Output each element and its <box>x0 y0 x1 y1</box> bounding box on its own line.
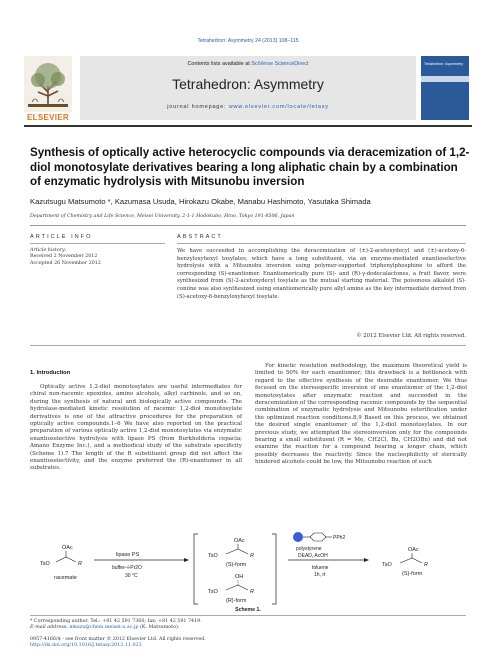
article-title: Synthesis of optically active heterocyclic compounds via deracemization of 1,2-diol monotosylate derivatives bearing a long aliphatic chain by a combination of enzymatic hydrolysis with Mitsunobu inversion <box>30 146 470 188</box>
email-label: E-mail address: <box>30 625 70 631</box>
contents-prefix: Contents lists available at <box>187 61 252 67</box>
received-date: Received 2 November 2012 <box>30 254 98 260</box>
accepted-date: Accepted 26 November 2012 <box>30 260 101 266</box>
final-r: R <box>424 562 428 568</box>
r-product-tso: TsO <box>208 589 218 595</box>
racemate-structure <box>40 545 82 581</box>
email-suffix: (K. Matsumoto). <box>138 625 180 631</box>
corresponding-author-note <box>30 619 460 631</box>
corresponding-author: * Corresponding author. Tel.: +81 42 591 7360; fax: +81 42 591 7419. <box>30 619 202 624</box>
time-label: 1h, rt <box>314 572 326 578</box>
article-info-heading: ARTICLE INFO <box>30 234 93 240</box>
temp-label: 30 °C <box>125 573 138 579</box>
issn-line: 0957-4166/$ - see front matter © 2012 Elsevier Ltd. All rights reserved. <box>30 637 206 642</box>
lipase-label: lipase PS <box>116 552 140 558</box>
racemate-r: R <box>78 561 82 567</box>
journal-citation[interactable]: Tetrahedron: Asymmetry 24 (2013) 108–115 <box>197 38 299 44</box>
abstract-heading: ABSTRACT <box>177 234 223 240</box>
email-link[interactable]: mkazu@chem.meisei-u.ac.jp <box>69 625 139 631</box>
scheme-caption: Scheme 1. <box>235 607 261 613</box>
elsevier-tree-logo <box>24 56 72 112</box>
pph2-label: PPh2 <box>333 535 346 541</box>
article-info-rule <box>30 243 165 244</box>
s-form-label: (S)-form <box>226 562 247 568</box>
final-tso: TsO <box>382 562 392 568</box>
issn-doi-note <box>30 637 460 649</box>
journal-title: Tetrahedron: Asymmetry <box>172 76 324 92</box>
abstract-bottom-rule <box>30 345 466 346</box>
title-rule <box>30 225 466 226</box>
dead-label: DEAD, AcOH <box>298 553 328 559</box>
doi-link[interactable]: http://dx.doi.org/10.1016/j.tetasy.2012.11.023 <box>30 643 142 649</box>
homepage-prefix: journal homepage: <box>167 104 229 110</box>
racemate-tso: TsO <box>40 561 50 567</box>
s-product-tso: TsO <box>208 553 218 559</box>
abstract-text: We have succeeded in accomplishing the deracemization of (±)-2-acetoxydecyl and (±)-acetoxy-6-benzyloxyhexyl tosylates, which have a long substituent, via an enzyme-mediated enantioselective hydrolysis with a Mitsunobu inversion using polymer-supported triphenylphosphine to afford the corresponding (S)-enantiomer. Enantiomerically pure (S)- and (R)-γ-dodecalactones, a fruit flavor, were synthesized from (S)-2-acetoxydecyl tosylate as the mutual starting material. The poisonous alkaloid (S)-coniine was also synthesized using enantiomerically pure allyl amine as the key intermediate derived from (S)-acetoxy-6-benzyloxyhexyl tosylate. <box>177 248 466 300</box>
email-line <box>30 625 460 631</box>
article-authors: Kazutsugu Matsumoto *, Kazumasa Usuda, Hirokazu Okabe, Manabu Hashimoto, Yasutaka Shimada <box>30 197 371 206</box>
final-oac: OAc <box>408 547 419 553</box>
r-form-label: (R)-form <box>226 598 247 604</box>
r-product-r: R <box>250 589 254 595</box>
journal-cover-stripe <box>421 76 469 82</box>
abstract-copyright: © 2012 Elsevier Ltd. All rights reserved. <box>356 333 466 339</box>
final-s-form-label: (S)-form <box>402 571 423 577</box>
article-affiliation: Department of Chemistry and Life Science, Meisei University, 2-1-1 Hodokubo, Hino, Tokyo 191-8506, Japan <box>30 214 295 219</box>
journal-homepage <box>80 104 416 110</box>
article-history <box>30 248 165 267</box>
polystyrene-bead-icon <box>293 532 303 542</box>
homepage-link[interactable]: www.elsevier.com/locate/tetasy <box>228 104 329 110</box>
intro-column-left: Optically active 1,2-diol monotosylates are useful intermediates for chiral non-racemic epoxides, amino alcohols, alkyl carbinols, and so on, during the synthesis of natural and biologically active compounds. The hydrolase-mediated kinetic resolution of racemic 1,2-diol monotosylate derivatives is one of the attractive procedures for the preparation of optically active compounds.1–6 We have also reported on the practical preparation of various optically active 1,2-diol monotosylates via enzymatic enantioselective hydrolysis with lipase PS (from Burkholderia cepacia; Amano Enzyme Inc.), and a methodical study of the substrate specificity (Scheme 1).7 The length of the R substituent group did not affect the enantioselectivity, and the enzyme preferred the (R)-enantiomer in all substrates. <box>30 384 242 472</box>
header-rule <box>24 125 472 127</box>
buffer-label: buffer–i-Pr2O <box>112 565 142 571</box>
toluene-label: toluene <box>312 565 329 571</box>
history-label: Article history: <box>30 248 67 253</box>
abstract-rule <box>177 243 466 244</box>
polystyrene-label: polystyrene <box>296 546 322 552</box>
journal-cover-title: Tetrahedron: Asymmetry <box>424 62 463 66</box>
footnote-rule <box>30 615 466 616</box>
s-product-r: R <box>250 553 254 559</box>
racemate-oac: OAc <box>62 545 73 551</box>
sciencedirect-link[interactable]: SciVerse ScienceDirect <box>251 61 309 67</box>
contents-line <box>80 61 416 67</box>
introduction-heading: 1. Introduction <box>30 370 71 376</box>
elsevier-wordmark: ELSEVIER <box>27 113 69 122</box>
s-product-oac: OAc <box>234 538 245 544</box>
racemate-label: racemate <box>54 575 77 581</box>
intro-column-right: For kinetic resolution methodology, the maximum theoretical yield is limited to 50% for each enantiomer; this drawback is a bottleneck with regard to the effective synthesis of the desirable enantiomer. We thus focused on the stereospecific inversion of one enantiomer of the 1,2-diol monotosylates after enzymatic reaction and succeeded in the deracemization of the corresponding racemic compounds by the sequential combination of enzymatic hydrolysis and Mitsunobu esterification under the optimized reaction conditions.8,9 Based on this process, we obtained the desired single enantiomer of the 1,2-diol monotosylates. In our previous study, we attempted the stereoinversion only for the compounds bearing a small substituent (R = Me, CH2Cl, Bu, CH2OBn) and did not examine the reaction for a compound bearing a longer chain, which possibly decreases the reactivity. Since the nucleophilicity of sterically hindered alcohols could be low, the Mitsunobu reaction of such <box>255 363 467 466</box>
r-product-oh: OH <box>235 574 244 580</box>
